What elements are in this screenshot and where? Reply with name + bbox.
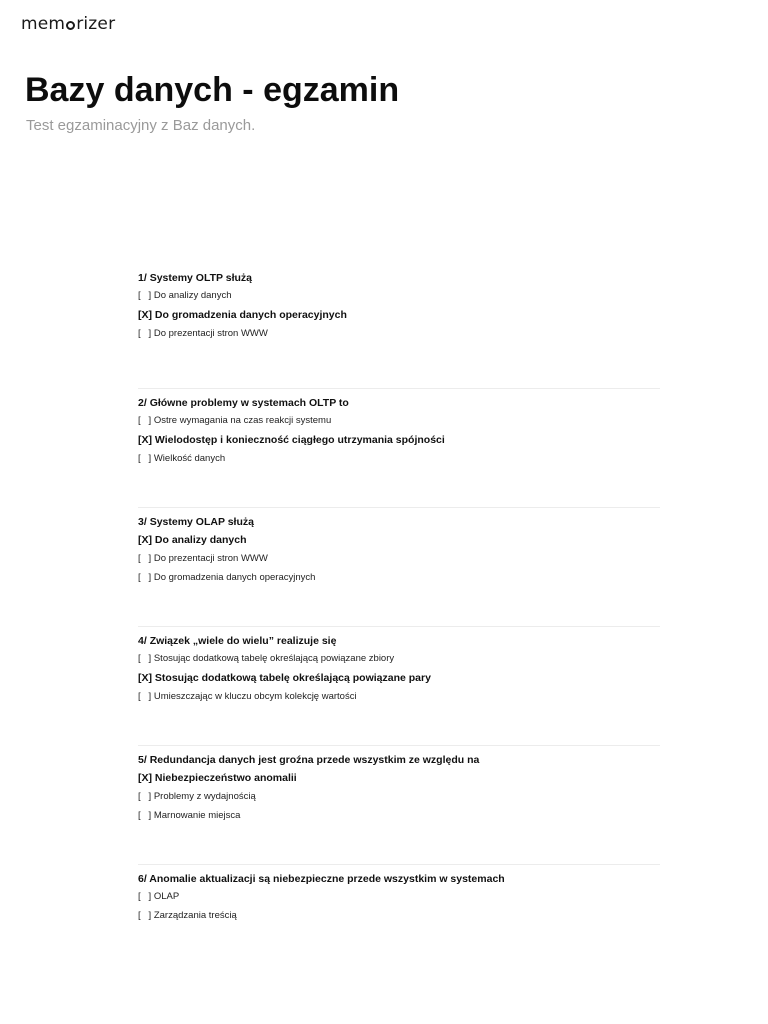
question-text [138, 270, 660, 286]
answer-text: Do gromadzenia danych operacyjnych [153, 572, 316, 583]
answer-text: Umieszczając w kluczu obcym kolekcję wartości [153, 691, 357, 702]
answer-option [138, 690, 660, 704]
answer-text: Marnowanie miejsca [153, 810, 241, 821]
memorizer-logo[interactable] [21, 13, 115, 35]
question-number: 6/ [138, 873, 147, 885]
question-block [138, 270, 660, 388]
logo-text-start: mem [21, 14, 66, 34]
question-block [138, 626, 660, 745]
page-title: Bazy danych - egzamin [25, 71, 400, 109]
answer-mark: [X] [138, 534, 152, 546]
answer-text: OLAP [153, 891, 180, 902]
answer-mark: [ ] [138, 553, 152, 564]
answer-mark: [ ] [138, 290, 152, 301]
logo-text-end: rizer [76, 14, 116, 34]
answer-mark: [X] [138, 772, 152, 784]
answer-text: Do prezentacji stron WWW [153, 328, 268, 339]
answer-text: Niebezpieczeństwo anomalii [154, 772, 297, 784]
answer-text: Zarządzania treścią [153, 910, 237, 921]
answer-option-correct [138, 771, 660, 785]
answer-option-correct [138, 308, 660, 322]
logo-o-mark-icon [66, 21, 75, 30]
answer-mark: [ ] [138, 415, 152, 426]
answer-text: Wielodostęp i konieczność ciągłego utrzymania spójności [154, 434, 445, 446]
answer-option [138, 890, 660, 904]
answer-option-correct [138, 533, 660, 547]
answer-mark: [ ] [138, 791, 152, 802]
question-number: 2/ [138, 397, 147, 409]
answer-text: Do analizy danych [153, 290, 232, 301]
answer-option [138, 327, 660, 341]
answer-text: Do prezentacji stron WWW [153, 553, 268, 564]
answer-text: Stosując dodatkową tabelę określającą powiązane pary [154, 672, 431, 684]
answer-mark: [ ] [138, 810, 152, 821]
question-block [138, 388, 660, 507]
answer-text: Do gromadzenia danych operacyjnych [154, 309, 347, 321]
question-list [138, 270, 660, 983]
answer-text: Stosując dodatkową tabelę określającą powiązane zbiory [153, 653, 395, 664]
answer-option [138, 414, 660, 428]
answer-mark: [X] [138, 434, 152, 446]
answer-option [138, 809, 660, 823]
question-number: 3/ [138, 516, 147, 528]
answer-option [138, 552, 660, 566]
question-block [138, 507, 660, 626]
answer-option [138, 790, 660, 804]
answer-option-correct [138, 671, 660, 685]
answer-option [138, 289, 660, 303]
question-number: 1/ [138, 272, 147, 284]
question-text [138, 871, 660, 887]
answer-option [138, 571, 660, 585]
page-subtitle: Test egzaminacyjny z Baz danych. [26, 117, 256, 134]
question-label: Główne problemy w systemach OLTP to [149, 397, 349, 409]
answer-option [138, 909, 660, 923]
question-block [138, 864, 660, 983]
question-text [138, 752, 660, 768]
question-label: Anomalie aktualizacji są niebezpieczne przede wszystkim w systemach [149, 873, 505, 885]
answer-option [138, 652, 660, 666]
answer-mark: [ ] [138, 453, 152, 464]
answer-mark: [ ] [138, 691, 152, 702]
question-text [138, 633, 660, 649]
question-label: Redundancja danych jest groźna przede wszystkim ze względu na [149, 754, 480, 766]
answer-text: Wielkość danych [153, 453, 226, 464]
answer-option [138, 452, 660, 466]
answer-mark: [ ] [138, 653, 152, 664]
question-label: Systemy OLTP służą [149, 272, 253, 284]
question-text [138, 514, 660, 530]
answer-mark: [ ] [138, 891, 152, 902]
question-block [138, 745, 660, 864]
question-number: 5/ [138, 754, 147, 766]
answer-mark: [X] [138, 309, 152, 321]
answer-mark: [ ] [138, 910, 152, 921]
question-number: 4/ [138, 635, 147, 647]
answer-text: Do analizy danych [154, 534, 247, 546]
answer-mark: [X] [138, 672, 152, 684]
question-label: Systemy OLAP służą [149, 516, 254, 528]
answer-text: Ostre wymagania na czas reakcji systemu [153, 415, 332, 426]
answer-option-correct [138, 433, 660, 447]
question-label: Związek „wiele do wielu” realizuje się [149, 635, 337, 647]
question-text [138, 395, 660, 411]
answer-mark: [ ] [138, 328, 152, 339]
answer-mark: [ ] [138, 572, 152, 583]
answer-text: Problemy z wydajnością [153, 791, 256, 802]
